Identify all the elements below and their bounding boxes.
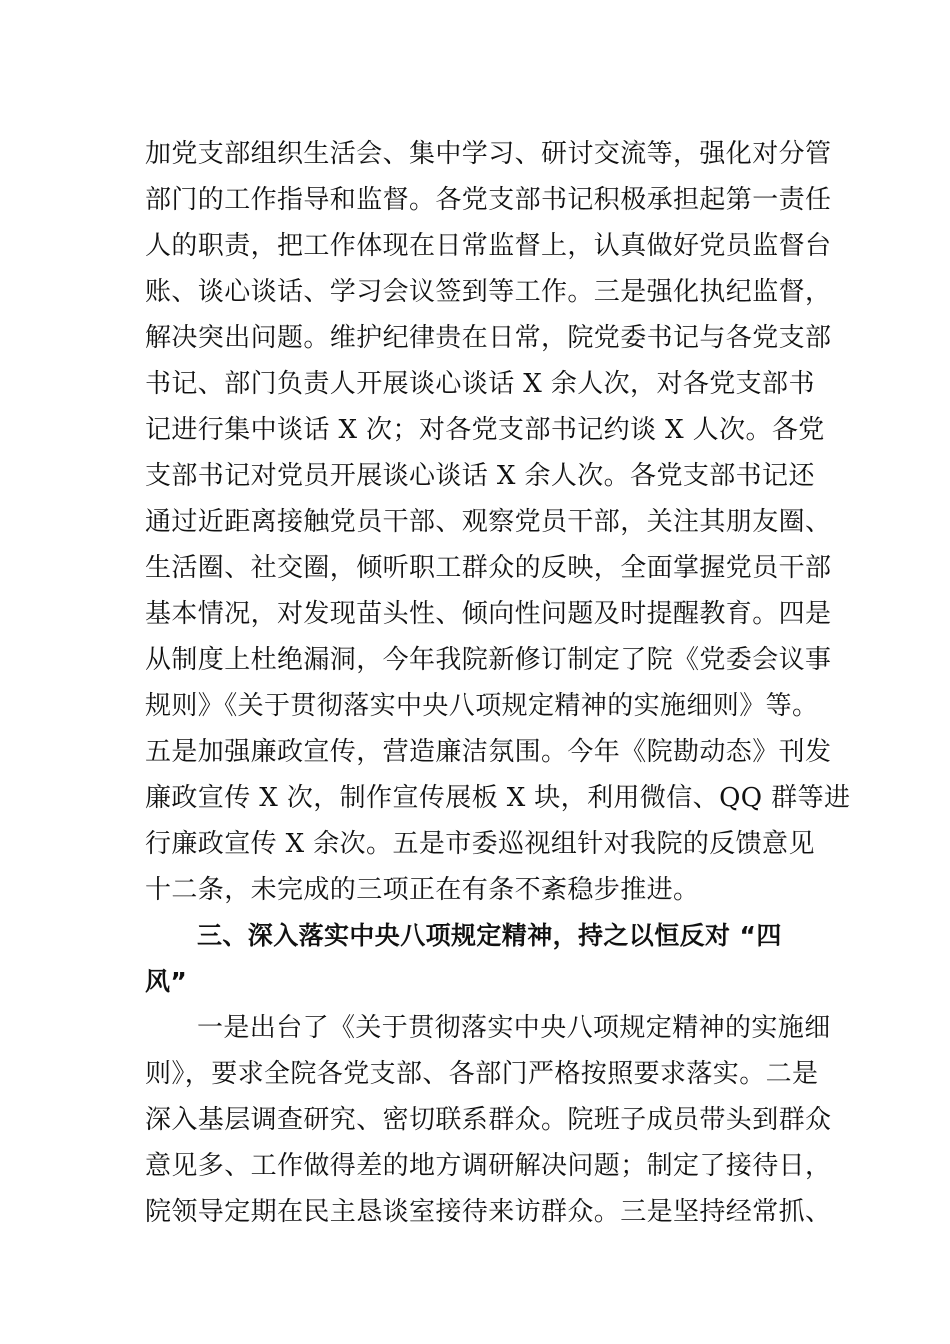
paragraph-1-line-4: 账、谈心谈话、学习会议签到等工作。三是强化执纪监督， [145, 277, 832, 307]
paragraph-1-line-15: 廉政宣传 X 次，制作宣传展板 X 块，利用微信、QQ 群等进 [145, 783, 851, 813]
section-heading-3-line-2: 风” [145, 967, 188, 996]
paragraph-1-line-14: 五是加强廉政宣传，营造廉洁氛围。今年《院勘动态》刊发 [145, 737, 832, 767]
paragraph-1-line-12: 从制度上杜绝漏洞，今年我院新修订制定了院《党委会议事 [145, 645, 832, 675]
paragraph-1-line-2: 部门的工作指导和监督。各党支部书记积极承担起第一责任 [145, 185, 832, 215]
paragraph-2-line-2: 则》，要求全院各党支部、各部门严格按照要求落实。二是 [145, 1059, 819, 1089]
paragraph-1-line-13: 规则》《关于贯彻落实中央八项规定精神的实施细则》等。 [145, 691, 819, 721]
paragraph-1-line-6: 书记、部门负责人开展谈心谈话 X 余人次，对各党支部书 [145, 369, 815, 399]
paragraph-1-line-9: 通过近距离接触党员干部、观察党员干部，关注其朋友圈、 [145, 507, 832, 537]
paragraph-2-line-1: 一是出台了《关于贯彻落实中央八项规定精神的实施细 [197, 1013, 831, 1043]
section-heading-3-line-1: 三、深入落实中央八项规定精神，持之以恒反对 “四 [197, 921, 782, 950]
paragraph-1-line-7: 记进行集中谈话 X 次；对各党支部书记约谈 X 人次。各党 [145, 415, 825, 445]
paragraph-1-line-11: 基本情况，对发现苗头性、倾向性问题及时提醒教育。四是 [145, 599, 832, 629]
paragraph-1-line-16: 行廉政宣传 X 余次。五是市委巡视组针对我院的反馈意见 [145, 829, 815, 859]
paragraph-1-line-5: 解决突出问题。维护纪律贵在日常，院党委书记与各党支部 [145, 323, 832, 353]
paragraph-1-line-17: 十二条，未完成的三项正在有条不紊稳步推进。 [145, 875, 700, 905]
paragraph-1-line-3: 人的职责，把工作体现在日常监督上，认真做好党员监督台 [145, 231, 832, 261]
paragraph-1-line-8: 支部书记对党员开展谈心谈话 X 余人次。各党支部书记还 [145, 461, 815, 491]
paragraph-2-line-5: 院领导定期在民主恳谈室接待来访群众。三是坚持经常抓、 [145, 1197, 832, 1227]
paragraph-1-line-1: 加党支部组织生活会、集中学习、研讨交流等，强化对分管 [145, 139, 832, 169]
paragraph-2-line-4: 意见多、工作做得差的地方调研解决问题；制定了接待日， [145, 1151, 832, 1181]
paragraph-1-line-10: 生活圈、社交圈，倾听职工群众的反映，全面掌握党员干部 [145, 553, 832, 583]
paragraph-2-line-3: 深入基层调查研究、密切联系群众。院班子成员带头到群众 [145, 1105, 832, 1135]
